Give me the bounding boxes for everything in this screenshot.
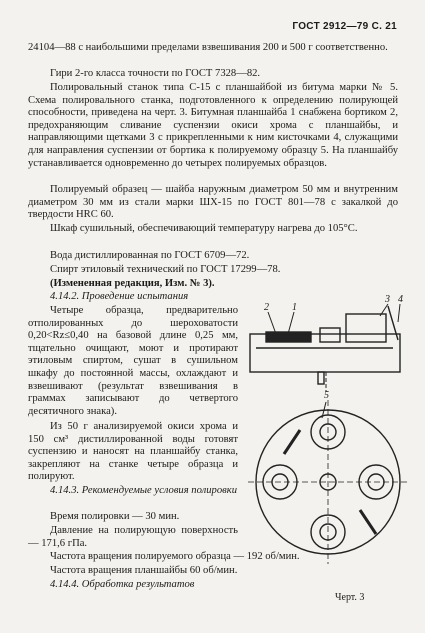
paragraph-polish-time: Время полировки — 30 мин. (50, 511, 180, 522)
sample-block-middle (320, 328, 340, 342)
paragraph-suspension: Из 50 г анализируемой окиси хрома и 150 см³ дистиллированной воды готовят суспензию и наносят на планшайбу станка, закрепляют на станке четыре образца и полируют. (28, 421, 238, 483)
paragraph-amendment: (Измененная редакция, Изм. № 3). (50, 278, 215, 289)
paragraph-test-procedure: Четыре образца, предварительно отполированных до шероховатости 0,20<Rz≤0,40 на базовой длине 0,25 мм, тщательно очищают, моют и протирают этиловым спиртом, сушат в сушильном шкафу до постоянной массы, охлаждают и взвешивают (результат взвешивания в граммах записывают до четвертого десятичного знака). (28, 305, 238, 417)
label-2: 2 (264, 302, 269, 313)
paragraph-drying-cabinet: Шкаф сушильный, обеспечивающий температуру нагрева до 105°С. (50, 223, 358, 234)
paragraph-sample: Полируемый образец — шайба наружным диаметром 50 мм и внутренним диаметром 30 мм из стали марки ШХ-15 по ГОСТ 801—78 с закалкой до твердости HRC 60. (28, 184, 398, 221)
label-4: 4 (398, 294, 403, 305)
paragraph-scales: 24104—88 с наибольшими пределами взвешивания 200 и 500 г соответственно. (28, 42, 388, 53)
paragraph-sample-rotation: Частота вращения полируемого образца — 192 об/мин. (50, 551, 300, 562)
page-header: ГОСТ 2912—79 С. 21 (292, 21, 397, 32)
label-1: 1 (292, 302, 297, 313)
paragraph-pressure: Давление на полирующую поверхность — 171,6 гПа. (28, 525, 238, 549)
leader-2 (268, 312, 276, 334)
paragraph-alcohol: Спирт этиловый технический по ГОСТ 17299—78. (50, 264, 281, 275)
sample-block-right (346, 314, 386, 342)
label-5: 5 (324, 390, 329, 401)
paragraph-polishing-machine: Полировальный станок типа С-15 с планшайбой из битума марки № 5. Схема полировального станка, подготовленного к определению полирующей способности, приведена на черт. 3. Битумная планшайба 1 снабжена бортиком 2, предохраняющим сливание суспензии окиси хрома с планшайбы, и направляющими щетками 3 с прикрепленными к ним кисточками 4, служащими для направления суспензии от бортика к полируемому образцу 5. На планшайбу устанавливается одновременно до четырех полируемых образцов. (28, 82, 398, 169)
label-3: 3 (385, 294, 390, 305)
shaft-stub (318, 372, 324, 384)
brush-strip-right (360, 510, 376, 534)
brush-strip-left (284, 430, 300, 454)
paragraph-water: Вода дистиллированная по ГОСТ 6709—72. (50, 250, 250, 261)
section-heading-testing: 4.14.2. Проведение испытания (50, 291, 189, 302)
figure-caption: Черт. 3 (335, 592, 365, 603)
paragraph-plate-rotation: Частота вращения планшайбы 60 об/мин. (50, 565, 238, 576)
brush-holder (388, 306, 398, 340)
paragraph-weights: Гири 2-го класса точности по ГОСТ 7328—82. (50, 68, 261, 79)
section-heading-conditions: 4.14.3. Рекомендуемые условия полировки (50, 485, 237, 496)
section-heading-results: 4.14.4. Обработка результатов (50, 579, 195, 590)
leader-1 (288, 312, 294, 334)
leader-4 (398, 304, 400, 322)
polishing-machine-drawing (248, 292, 408, 592)
